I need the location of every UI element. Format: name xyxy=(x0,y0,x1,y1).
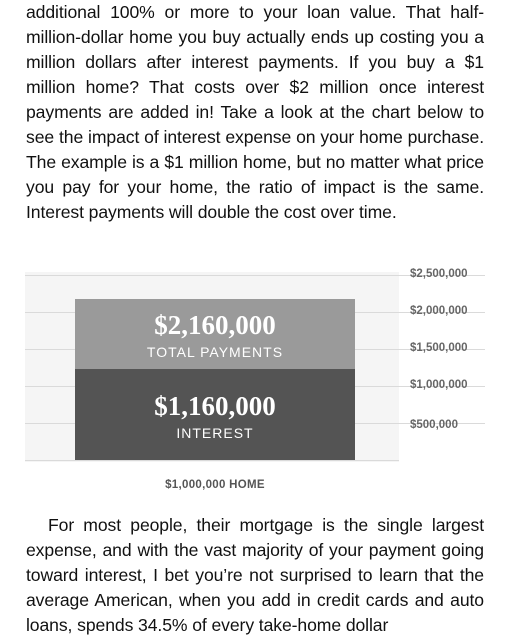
y-tick-label: $2,500,000 xyxy=(410,268,468,280)
bar-interest xyxy=(75,369,355,460)
bar-total-payments xyxy=(75,299,355,369)
y-tick-label: $500,000 xyxy=(410,419,458,431)
body-paragraph-top: additional 100% or more to your loan value. That half-million-dollar home you buy actually ends up costing you a million dollars after interest payments. If you buy a $1 million home? That costs over $2 million once interest payments are added in! Take a look at the chart below to see the impact of interest expense on your home purchase. The example is a $1 million home, but no matter what price you pay for your home, the ratio of impact is the same. Interest payments will double the cost over time. xyxy=(26,2,484,222)
gridline-2500000 xyxy=(25,275,399,276)
x-category-label: $1,000,000 HOME xyxy=(165,479,265,491)
interest-value: $1,160,000 xyxy=(154,391,276,421)
y-tick-label: $2,000,000 xyxy=(410,305,468,317)
y-tick-label: $1,500,000 xyxy=(410,342,468,354)
interest-chart xyxy=(0,258,508,498)
y-tick-label: $1,000,000 xyxy=(410,379,468,391)
total-payments-value: $2,160,000 xyxy=(154,310,276,340)
total-payments-label: TOTAL PAYMENTS xyxy=(146,344,284,360)
body-paragraph-bottom: For most people, their mortgage is the single largest expense, and with the vast majority of your payment going toward interest, I bet you’re not surprised to learn that the average American, when you add in credit cards and auto loans, spends 34.5% of every take-home dollar xyxy=(26,515,484,635)
gridline-0 xyxy=(25,460,399,461)
interest-label: INTEREST xyxy=(176,425,254,441)
